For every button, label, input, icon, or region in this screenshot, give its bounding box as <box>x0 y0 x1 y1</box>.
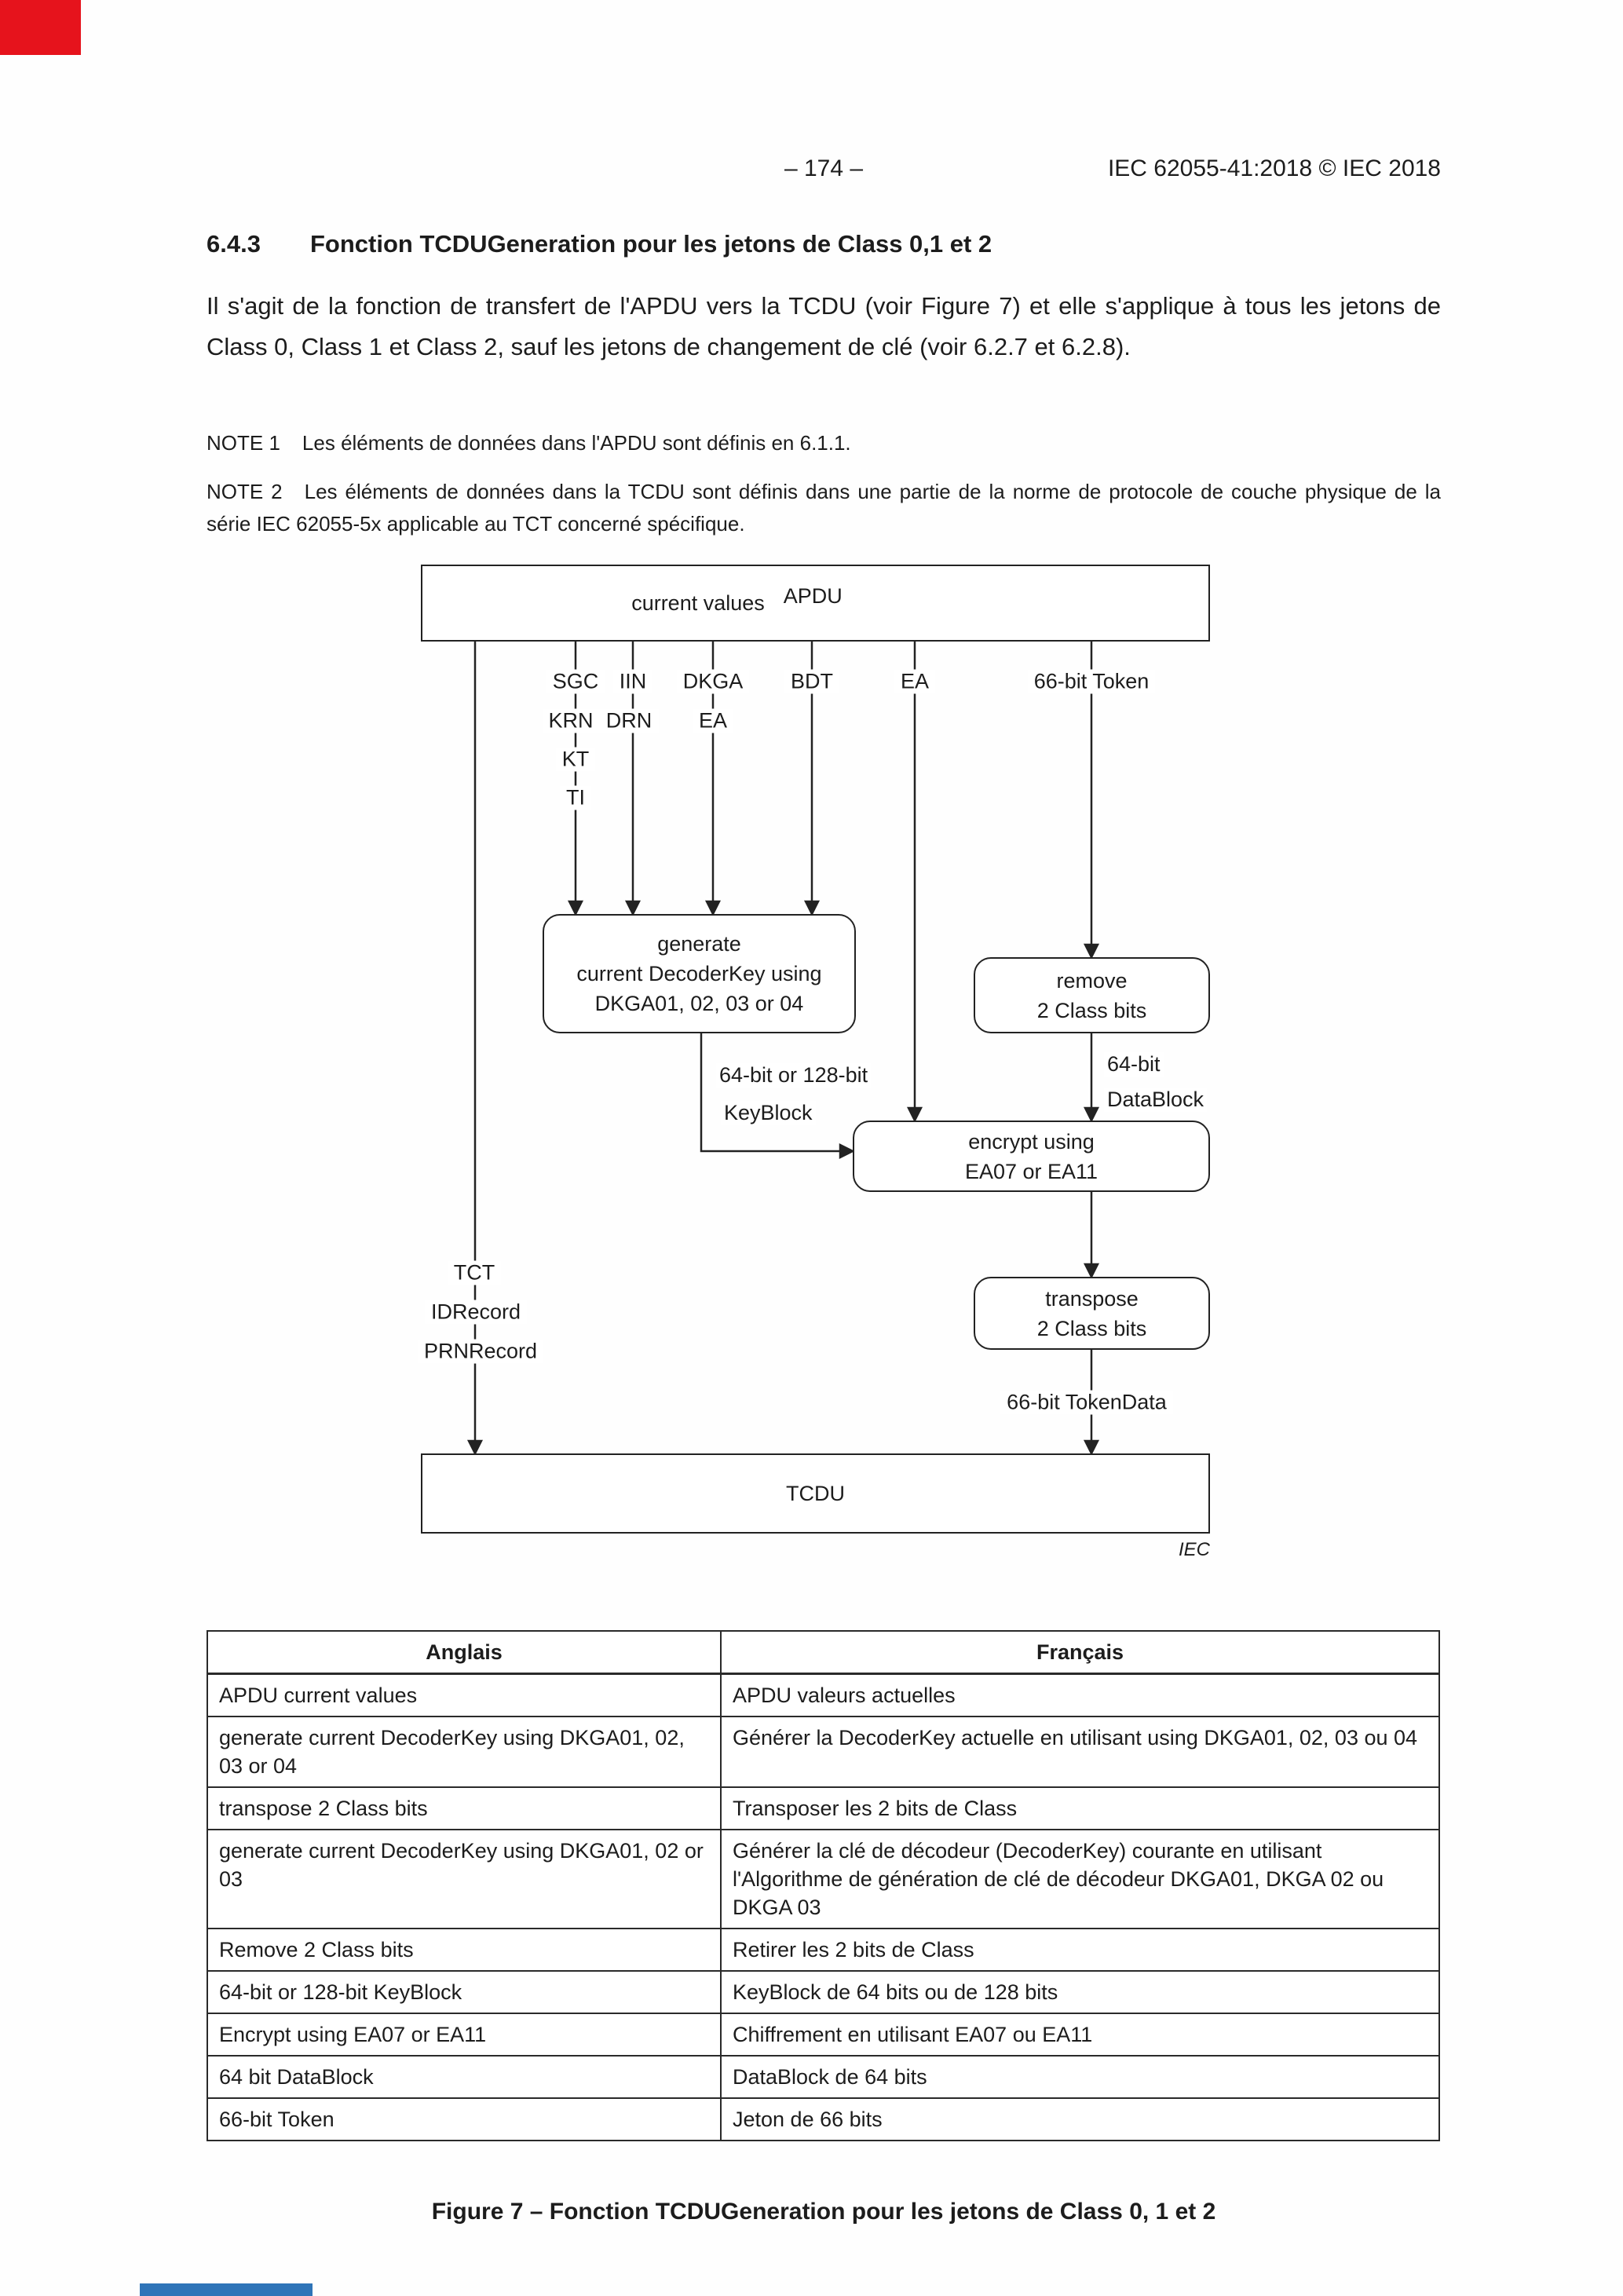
idrecord-label: IDRecord <box>425 1300 527 1325</box>
input-label-bdt: BDT <box>784 670 839 694</box>
transpose-box-line2: 2 Class bits <box>1036 1316 1147 1340</box>
note-2-label: NOTE 2 <box>207 480 283 503</box>
table-cell-en: Remove 2 Class bits <box>207 1929 721 1971</box>
section-number: 6.4.3 <box>207 230 261 258</box>
input-label-dkga: DKGA <box>677 670 750 694</box>
datablock-label: DataBlock <box>1104 1088 1207 1112</box>
table-cell-fr: DataBlock de 64 bits <box>721 2056 1439 2098</box>
tcdu-box <box>421 1453 1210 1534</box>
input-label-iin: IIN <box>613 670 653 694</box>
table-cell-en: 66-bit Token <box>207 2098 721 2141</box>
input-label-krn: KRN <box>542 709 599 733</box>
input-label-ea: EA <box>894 670 935 694</box>
table-cell-en: transpose 2 Class bits <box>207 1787 721 1830</box>
encrypt-box-line2: EA07 or EA11 <box>964 1159 1098 1183</box>
iec-credit: IEC <box>1178 1539 1210 1560</box>
note-1-label: NOTE 1 <box>207 431 280 455</box>
table-cell-fr: Générer la DecoderKey actuelle en utilisant using DKGA01, 02, 03 ou 04 <box>721 1717 1439 1787</box>
transpose-box-line1: transpose <box>1045 1286 1139 1311</box>
note-1-text: Les éléments de données dans l'APDU sont définis en 6.1.1. <box>302 431 851 455</box>
apdu-current-values-label: current values <box>631 591 765 615</box>
apdu-label: APDU <box>783 584 843 608</box>
remove-box-line2: 2 Class bits <box>1036 998 1147 1022</box>
table-cell-fr: Transposer les 2 bits de Class <box>721 1787 1439 1830</box>
table-cell-en: 64-bit or 128-bit KeyBlock <box>207 1971 721 2013</box>
table-cell-en: generate current DecoderKey using DKGA01, 02 or 03 <box>207 1830 721 1929</box>
intro-paragraph: Il s'agit de la fonction de transfert de l'APDU vers la TCDU (voir Figure 7) et elle s'applique à tous les jetons de Class 0, Class 1 et Class 2, sauf les jetons de changement de clé (voir 6.2.7 et 6.2.8). <box>207 292 1441 360</box>
section-title: Fonction TCDUGeneration pour les jetons de Class 0,1 et 2 <box>310 230 992 258</box>
table-cell-fr: Retirer les 2 bits de Class <box>721 1929 1439 1971</box>
input-label-kt: KT <box>556 748 596 772</box>
input-label-ti: TI <box>560 786 591 810</box>
input-label-sgc: SGC <box>546 670 605 694</box>
page-number: – 174 – <box>784 155 864 181</box>
generate-box-line2: current DecoderKey using <box>576 962 822 985</box>
input-label-drn: DRN <box>600 709 659 733</box>
apdu-box <box>421 565 1210 642</box>
remove-class-bits-box <box>974 957 1210 1033</box>
table-cell-en: generate current DecoderKey using DKGA01, 02, 03 or 04 <box>207 1717 721 1787</box>
remove-box-line1: remove <box>1056 968 1128 993</box>
encrypt-box-line1: encrypt using <box>968 1129 1095 1153</box>
datablock-size-label: 64-bit <box>1104 1052 1164 1077</box>
keyblock-label: KeyBlock <box>721 1101 816 1125</box>
note-2-text: Les éléments de données dans la TCDU sont définis dans une partie de la norme de protocole de couche physique de la série IEC 62055-5x applicable au TCT concerné spécifique. <box>207 480 1441 536</box>
table-header-francais: Français <box>721 1631 1439 1674</box>
table-cell-en: APDU current values <box>207 1674 721 1717</box>
prnrecord-label: PRNRecord <box>418 1340 543 1364</box>
figure-caption: Figure 7 – Fonction TCDUGeneration pour les jetons de Class 0, 1 et 2 <box>431 2199 1216 2225</box>
tct-label: TCT <box>448 1261 501 1285</box>
apdu-box-text <box>631 584 843 618</box>
doc-reference: IEC 62055-41:2018 © IEC 2018 <box>1107 155 1441 181</box>
generate-box-line3: DKGA01, 02, 03 or 04 <box>594 992 804 1015</box>
table-cell-en: 64 bit DataBlock <box>207 2056 721 2098</box>
encrypt-box <box>853 1121 1210 1192</box>
transpose-class-bits-box <box>974 1277 1210 1350</box>
input-label-ea2: EA <box>693 709 733 733</box>
table-cell-fr: APDU valeurs actuelles <box>721 1674 1439 1717</box>
table-header-anglais: Anglais <box>207 1631 721 1674</box>
table-cell-fr: Jeton de 66 bits <box>721 2098 1439 2141</box>
tokendata-66bit-label: 66-bit TokenData <box>1000 1391 1173 1415</box>
token-66bit-label: 66-bit Token <box>1028 670 1156 694</box>
tcdu-label: TCDU <box>786 1482 845 1505</box>
table-cell-fr: Chiffrement en utilisant EA07 ou EA11 <box>721 2013 1439 2056</box>
keyblock-size-label: 64-bit or 128-bit <box>716 1063 871 1088</box>
generate-decoderkey-box <box>543 914 856 1033</box>
generate-box-line1: generate <box>657 932 741 956</box>
table-cell-fr: KeyBlock de 64 bits ou de 128 bits <box>721 1971 1439 2013</box>
table-cell-en: Encrypt using EA07 or EA11 <box>207 2013 721 2056</box>
table-cell-fr: Générer la clé de décodeur (DecoderKey) courante en utilisant l'Algorithme de génération de clé de décodeur DKGA01, DKGA 02 ou DKGA 03 <box>721 1830 1439 1929</box>
